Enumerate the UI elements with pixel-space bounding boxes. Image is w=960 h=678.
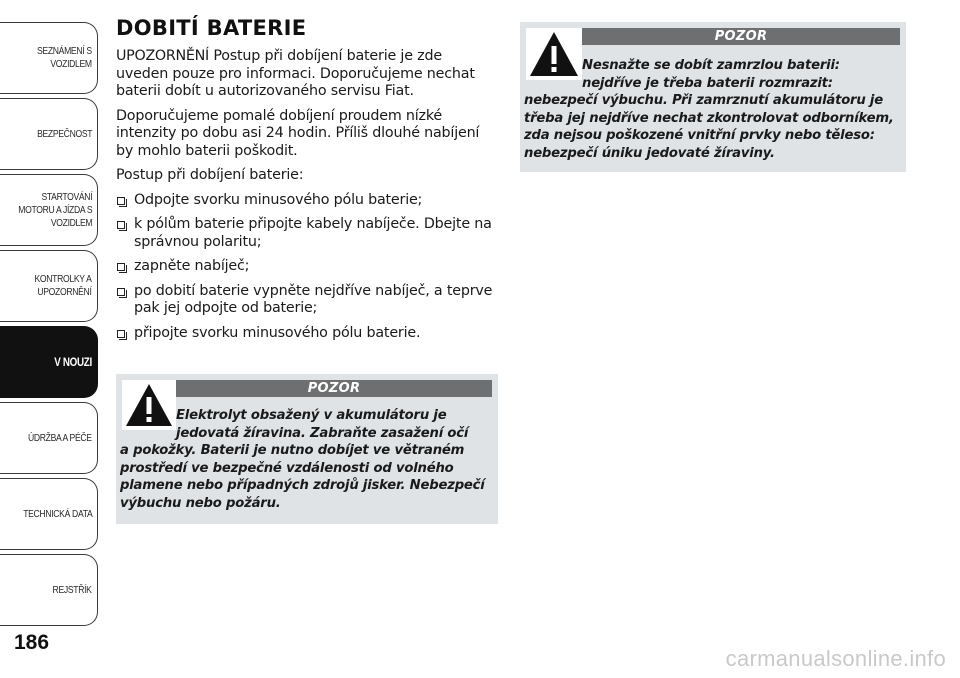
charging-paragraph: Doporučujeme pomalé dobíjení proudem nízké intenzity po dobu asi 24 hodin. Příliš dlouhé nabíjení by mohlo baterii poškodit. bbox=[116, 107, 480, 159]
tab-label: REJSTŘÍK bbox=[52, 583, 92, 596]
tab-startovani-motoru[interactable] bbox=[0, 174, 98, 246]
tab-udrzba-a-pece[interactable] bbox=[0, 402, 98, 474]
warning-text bbox=[120, 407, 492, 512]
list-item bbox=[116, 216, 498, 251]
warning-line: nejdříve je třeba baterii rozmrazit: bbox=[582, 75, 833, 91]
tab-label: V NOUZI bbox=[54, 354, 92, 369]
main-content bbox=[116, 16, 498, 349]
step-text: zapněte nabíječ; bbox=[134, 258, 250, 274]
tab-label: SEZNÁMENÍ S VOZIDLEM bbox=[37, 45, 92, 70]
warning-rest: nebezpečí výbuchu. Při zamrznutí akumulátoru je třeba jej nejdříve nechat zkontrolovat odborníkem, zda nejsou poškozené vnitřní prvky nebo těleso: nebezpečí úniku jedovaté žíraviny. bbox=[524, 93, 894, 161]
warning-box-electrolyte bbox=[116, 374, 498, 524]
watermark: carmanualsonline.info bbox=[725, 646, 946, 671]
step-text: připojte svorku minusového pólu baterie. bbox=[134, 324, 421, 341]
note-lead: UPOZORNĚNÍ bbox=[116, 48, 209, 64]
step-text: k pólům baterie připojte kabely nabíječe. Dbejte na správnou polaritu; bbox=[134, 216, 492, 250]
tab-label: ÚDRŽBA A PÉČE bbox=[28, 431, 92, 444]
checkbox-bullet-icon bbox=[117, 330, 125, 338]
checkbox-bullet-icon bbox=[117, 197, 125, 205]
tab-kontrolky-a-upozorneni[interactable] bbox=[0, 250, 98, 322]
steps-intro: Postup při dobíjení baterie: bbox=[116, 167, 304, 183]
section-title: DOBITÍ BATERIE bbox=[116, 16, 307, 40]
step-text: po dobití baterie vypněte nejdříve nabíječ, a teprve pak jej odpojte od baterie; bbox=[134, 282, 493, 316]
tab-label: BEZPEČNOST bbox=[36, 127, 92, 140]
warning-line: jedovatá žíravina. Zabraňte zasažení očí bbox=[176, 425, 469, 441]
warning-title: POZOR bbox=[176, 380, 492, 397]
list-item bbox=[116, 283, 498, 318]
warning-box-frozen-battery bbox=[520, 22, 906, 172]
checkbox-bullet-icon bbox=[117, 221, 125, 229]
checkbox-bullet-icon bbox=[117, 288, 125, 296]
tab-v-nouzi[interactable] bbox=[0, 326, 98, 398]
warning-rest: a pokožky. Baterii je nutno dobíjet ve větraném prostředí ve bezpečné vzdálenosti od volného plamene nebo případných zdrojů jisker. Nebezpečí výbuchu nebo požáru. bbox=[120, 443, 485, 511]
tab-technicka-data[interactable] bbox=[0, 478, 98, 550]
warning-text bbox=[524, 57, 900, 162]
tab-label: TECHNICKÁ DATA bbox=[22, 507, 92, 520]
page-number: 186 bbox=[14, 631, 50, 654]
tab-label: KONTROLKY A UPOZORNĚNÍ bbox=[34, 273, 92, 298]
steps-list bbox=[116, 192, 498, 343]
tab-label: STARTOVÁNÍ MOTORU A JÍZDA S VOZIDLEM bbox=[17, 190, 92, 229]
checkbox-bullet-icon bbox=[117, 263, 125, 271]
tab-rejstrik[interactable] bbox=[0, 554, 98, 626]
warning-title: POZOR bbox=[582, 28, 900, 45]
list-item bbox=[116, 192, 498, 210]
note-text: Postup při dobíjení baterie je zde uveden pouze pro informaci. Doporučujeme nechat baterii dobít u autorizovaného servisu Fiat. bbox=[116, 48, 475, 99]
tab-bezpecnost[interactable] bbox=[0, 98, 98, 170]
warning-line: Nesnažte se dobít zamrzlou baterii: bbox=[582, 58, 840, 73]
list-item bbox=[116, 325, 498, 343]
step-text: Odpojte svorku minusového pólu baterie; bbox=[134, 191, 423, 208]
warning-line: Elektrolyt obsažený v akumulátoru je bbox=[176, 408, 447, 423]
tab-seznameni-s-vozidlem[interactable] bbox=[0, 22, 98, 94]
note-paragraph bbox=[116, 48, 498, 101]
list-item bbox=[116, 258, 498, 276]
